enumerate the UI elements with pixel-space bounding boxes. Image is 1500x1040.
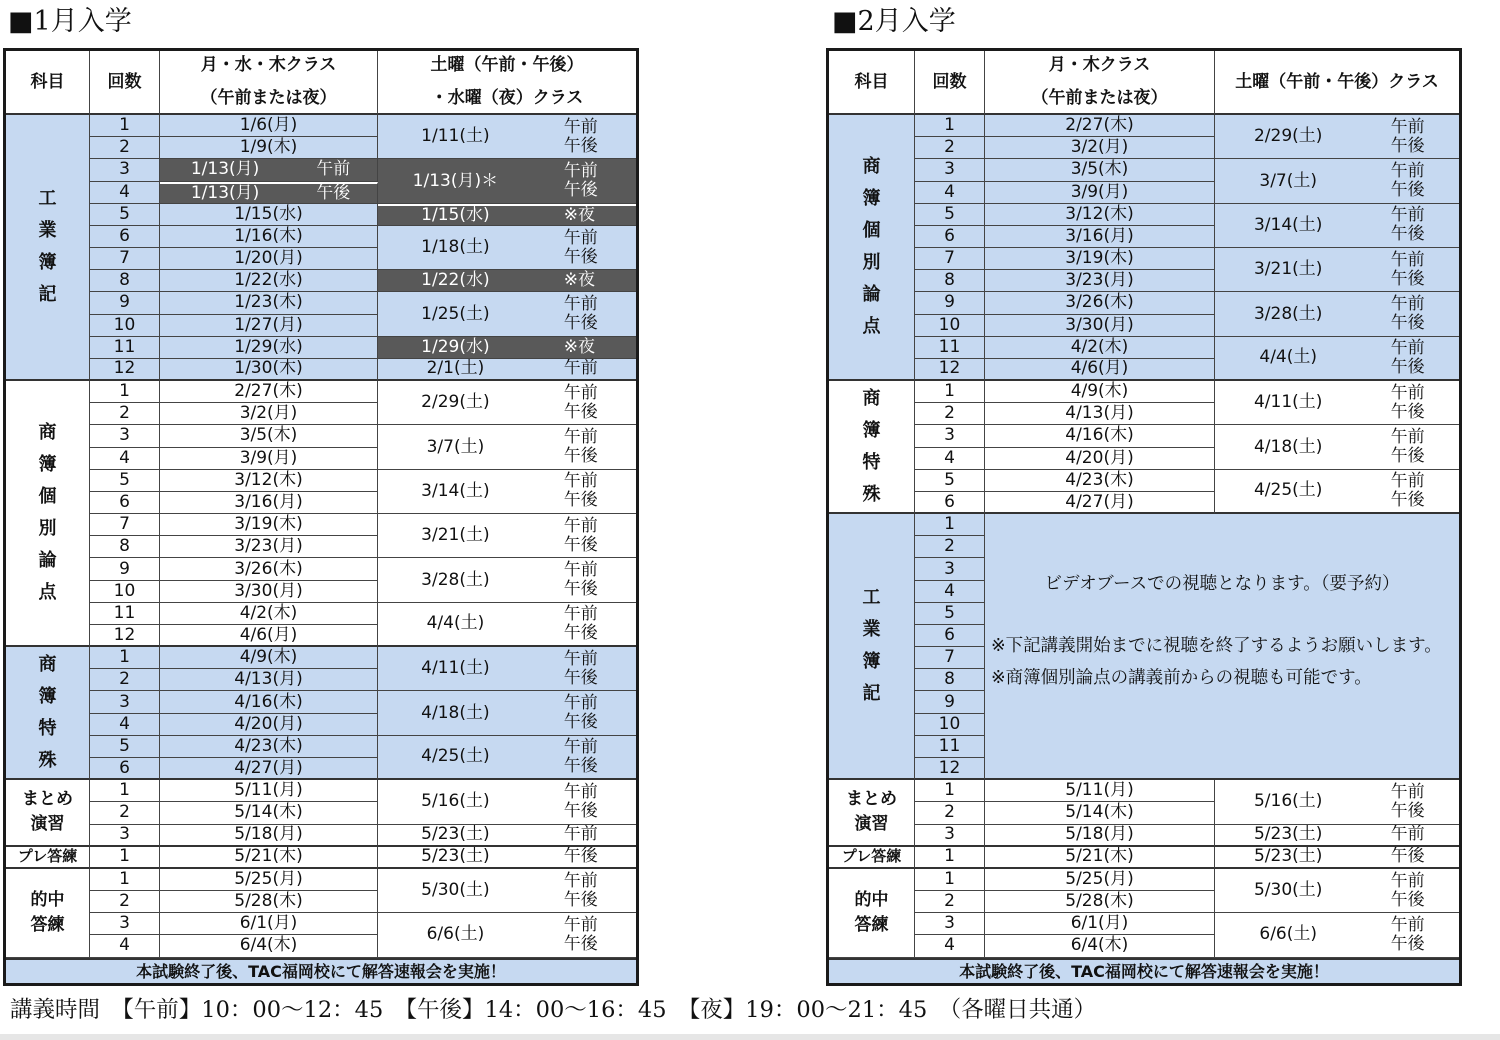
count-cell: 1	[915, 869, 985, 891]
count-cell: 12	[90, 359, 160, 381]
count-cell: 5	[915, 470, 985, 492]
weekday-date: 1/23(木)	[160, 292, 378, 314]
weekday-date: 6/4(木)	[985, 935, 1215, 957]
weekday-date-dark: 1/13(月) 午後	[160, 182, 378, 204]
saturday-date: 2/1(土) 午前	[378, 359, 636, 381]
weekday-date: 4/2(木)	[160, 603, 378, 625]
count-cell: 7	[915, 248, 985, 270]
jan-schedule-table	[3, 48, 639, 986]
count-cell: 4	[915, 182, 985, 204]
subject-shobo-kobetsu: 商 簿 個 別 論 点	[829, 115, 915, 381]
saturday-date: 1/25(土) 午前 午後	[378, 292, 636, 336]
count-cell: 6	[915, 226, 985, 248]
weekday-date: 3/2(月)	[985, 137, 1215, 159]
subject-kogyo: 工 業 簿 記	[829, 514, 915, 780]
count-cell: 2	[915, 802, 985, 824]
count-cell: 4	[90, 448, 160, 470]
saturday-date: 5/23(土) 午後	[1215, 847, 1459, 869]
saturday-date: 4/25(土) 午前 午後	[1215, 470, 1459, 514]
weekday-date: 4/6(月)	[985, 359, 1215, 381]
count-cell: 5	[915, 603, 985, 625]
weekday-date: 2/27(木)	[985, 115, 1215, 137]
wednesday-night-date: 1/15(水) ※夜	[378, 204, 636, 226]
saturday-date: 3/7(土) 午前 午後	[1215, 159, 1459, 203]
subject-shobo-tokushu: 商 簿 特 殊	[829, 381, 915, 514]
count-cell: 4	[915, 935, 985, 957]
count-cell: 9	[90, 292, 160, 314]
count-cell: 3	[915, 425, 985, 447]
weekday-date-dark: 1/13(月) 午前	[160, 159, 378, 181]
count-cell: 3	[915, 825, 985, 847]
count-cell: 2	[915, 137, 985, 159]
count-cell: 1	[90, 780, 160, 802]
count-cell: 5	[915, 204, 985, 226]
saturday-date: 4/11(土) 午前 午後	[378, 647, 636, 691]
header-subject: 科目	[829, 51, 915, 115]
count-cell: 12	[915, 359, 985, 381]
weekday-date: 3/19(木)	[985, 248, 1215, 270]
saturday-date: 5/30(土) 午前 午後	[1215, 869, 1459, 913]
header-count: 回数	[90, 51, 160, 115]
count-cell: 10	[90, 315, 160, 337]
weekday-date: 3/2(月)	[160, 403, 378, 425]
weekday-date: 6/4(木)	[160, 935, 378, 957]
count-cell: 3	[915, 159, 985, 181]
count-cell: 11	[90, 603, 160, 625]
count-cell: 8	[90, 270, 160, 292]
count-cell: 2	[90, 403, 160, 425]
weekday-date: 1/22(水)	[160, 270, 378, 292]
subject-shobo-kobetsu: 商 簿 個 別 論 点	[6, 381, 90, 647]
saturday-date: 6/6(土) 午前 午後	[1215, 913, 1459, 957]
weekday-date: 3/30(月)	[160, 581, 378, 603]
weekday-date: 3/5(木)	[160, 425, 378, 447]
weekday-date: 5/28(木)	[985, 891, 1215, 913]
weekday-date: 4/20(月)	[985, 448, 1215, 470]
header-saturday-class: 土曜（午前・午後） ・水曜（夜）クラス	[378, 51, 636, 115]
count-cell: 8	[90, 536, 160, 558]
saturday-date-dark: 1/13(月)＊ 午前 午後	[378, 159, 636, 203]
weekday-date: 3/16(月)	[160, 492, 378, 514]
count-cell: 2	[90, 669, 160, 691]
weekday-date: 6/1(月)	[160, 913, 378, 935]
count-cell: 8	[915, 270, 985, 292]
header-count: 回数	[915, 51, 985, 115]
subject-matome: まとめ 演習	[6, 780, 90, 847]
count-cell: 4	[915, 448, 985, 470]
count-cell: 3	[915, 558, 985, 580]
weekday-date: 3/9(月)	[985, 182, 1215, 204]
count-cell: 4	[90, 182, 160, 204]
weekday-date: 5/21(木)	[985, 847, 1215, 869]
weekday-date: 3/30(月)	[985, 315, 1215, 337]
weekday-date: 5/25(月)	[985, 869, 1215, 891]
weekday-date: 4/6(月)	[160, 625, 378, 647]
weekday-date: 1/15(水)	[160, 204, 378, 226]
weekday-date: 1/27(月)	[160, 315, 378, 337]
weekday-date: 3/23(月)	[985, 270, 1215, 292]
count-cell: 1	[90, 847, 160, 869]
count-cell: 1	[915, 847, 985, 869]
count-cell: 6	[915, 492, 985, 514]
saturday-date: 3/28(土) 午前 午後	[1215, 292, 1459, 336]
weekday-date: 4/16(木)	[985, 425, 1215, 447]
count-cell: 6	[915, 625, 985, 647]
weekday-date: 1/16(木)	[160, 226, 378, 248]
count-cell: 9	[915, 691, 985, 713]
count-cell: 2	[90, 802, 160, 824]
weekday-date: 4/27(月)	[985, 492, 1215, 514]
count-cell: 6	[90, 492, 160, 514]
count-cell: 2	[915, 403, 985, 425]
count-cell: 4	[90, 714, 160, 736]
subject-kogyo: 工 業 簿 記	[6, 115, 90, 381]
count-cell: 4	[915, 581, 985, 603]
weekday-date: 1/6(月)	[160, 115, 378, 137]
weekday-date: 3/9(月)	[160, 448, 378, 470]
count-cell: 11	[915, 337, 985, 359]
count-cell: 9	[915, 292, 985, 314]
weekday-date: 3/26(木)	[160, 558, 378, 580]
count-cell: 4	[90, 935, 160, 957]
saturday-date: 4/18(土) 午前 午後	[378, 691, 636, 735]
jan-section-title: ■1月入学	[8, 6, 132, 37]
count-cell: 9	[90, 558, 160, 580]
saturday-date: 5/23(土) 午前	[1215, 825, 1459, 847]
count-cell: 1	[915, 381, 985, 403]
feb-schedule-table	[826, 48, 1462, 986]
count-cell: 10	[915, 315, 985, 337]
count-cell: 11	[915, 736, 985, 758]
count-cell: 1	[915, 514, 985, 536]
subject-shobo-tokushu: 商 簿 特 殊	[6, 647, 90, 780]
feb-section-title: ■2月入学	[832, 6, 956, 37]
weekday-date: 2/27(木)	[160, 381, 378, 403]
weekday-date: 4/13(月)	[985, 403, 1215, 425]
video-booth-note: ビデオブースでの視聴となります。（要予約） ※下記講義開始までに視聴を終了するようお願いします。 ※商簿個別論点の講義前からの視聴も可能です。	[985, 514, 1459, 780]
count-cell: 8	[915, 669, 985, 691]
weekday-date: 4/2(木)	[985, 337, 1215, 359]
count-cell: 12	[915, 758, 985, 780]
count-cell: 11	[90, 337, 160, 359]
weekday-date: 5/14(木)	[160, 802, 378, 824]
count-cell: 10	[90, 581, 160, 603]
saturday-date: 3/14(土) 午前 午後	[1215, 204, 1459, 248]
weekday-date: 3/5(木)	[985, 159, 1215, 181]
weekday-date: 5/11(月)	[160, 780, 378, 802]
saturday-date: 5/23(土) 午後	[378, 847, 636, 869]
header-subject: 科目	[6, 51, 90, 115]
header-saturday-class: 土曜（午前・午後）クラス	[1215, 51, 1459, 115]
saturday-date: 1/18(土) 午前 午後	[378, 226, 636, 270]
count-cell: 5	[90, 204, 160, 226]
saturday-date: 3/21(土) 午前 午後	[378, 514, 636, 558]
saturday-date: 4/11(土) 午前 午後	[1215, 381, 1459, 425]
weekday-date: 1/30(木)	[160, 359, 378, 381]
saturday-date: 4/18(土) 午前 午後	[1215, 425, 1459, 469]
count-cell: 1	[915, 115, 985, 137]
saturday-date: 2/29(土) 午前 午後	[1215, 115, 1459, 159]
count-cell: 2	[90, 137, 160, 159]
bottom-divider	[0, 1034, 1500, 1040]
header-weekday-class: 月・木クラス （午前または夜）	[985, 51, 1215, 115]
subject-pre-toren: プレ答練	[6, 847, 90, 869]
weekday-date: 4/23(木)	[160, 736, 378, 758]
count-cell: 2	[915, 536, 985, 558]
weekday-date: 1/20(月)	[160, 248, 378, 270]
footer-note: 本試験終了後、TAC福岡校にて解答速報会を実施！	[829, 958, 1459, 984]
saturday-date: 4/4(土) 午前 午後	[1215, 337, 1459, 381]
weekday-date: 5/28(木)	[160, 891, 378, 913]
count-cell: 3	[90, 691, 160, 713]
weekday-date: 4/16(木)	[160, 691, 378, 713]
weekday-date: 1/9(木)	[160, 137, 378, 159]
weekday-date: 4/27(月)	[160, 758, 378, 780]
count-cell: 1	[915, 780, 985, 802]
count-cell: 3	[90, 425, 160, 447]
weekday-date: 4/20(月)	[160, 714, 378, 736]
saturday-date: 1/11(土) 午前 午後	[378, 115, 636, 159]
count-cell: 1	[90, 647, 160, 669]
count-cell: 6	[90, 226, 160, 248]
weekday-date: 3/23(月)	[160, 536, 378, 558]
count-cell: 7	[90, 514, 160, 536]
count-cell: 7	[915, 647, 985, 669]
count-cell: 7	[90, 248, 160, 270]
lecture-times: 講義時間 【午前】10：00～12：45 【午後】14：00～16：45 【夜】19：00～21：45 （各曜日共通）	[10, 997, 1097, 1023]
footer-note: 本試験終了後、TAC福岡校にて解答速報会を実施！	[6, 958, 636, 984]
weekday-date: 3/19(木)	[160, 514, 378, 536]
count-cell: 12	[90, 625, 160, 647]
weekday-date: 6/1(月)	[985, 913, 1215, 935]
count-cell: 1	[90, 381, 160, 403]
count-cell: 5	[90, 736, 160, 758]
weekday-date: 3/12(木)	[160, 470, 378, 492]
weekday-date: 4/13(月)	[160, 669, 378, 691]
saturday-date: 4/4(土) 午前 午後	[378, 603, 636, 647]
subject-matome: まとめ 演習	[829, 780, 915, 847]
weekday-date: 5/25(月)	[160, 869, 378, 891]
count-cell: 1	[90, 869, 160, 891]
saturday-date: 5/30(土) 午前 午後	[378, 869, 636, 913]
wednesday-night-date: 1/22(水) ※夜	[378, 270, 636, 292]
saturday-date: 3/28(土) 午前 午後	[378, 558, 636, 602]
weekday-date: 5/11(月)	[985, 780, 1215, 802]
saturday-date: 2/29(土) 午前 午後	[378, 381, 636, 425]
wednesday-night-date: 1/29(水) ※夜	[378, 337, 636, 359]
weekday-date: 1/29(水)	[160, 337, 378, 359]
saturday-date: 5/23(土) 午前	[378, 825, 636, 847]
count-cell: 6	[90, 758, 160, 780]
count-cell: 3	[915, 913, 985, 935]
count-cell: 2	[915, 891, 985, 913]
subject-pre-toren: プレ答練	[829, 847, 915, 869]
weekday-date: 5/21(木)	[160, 847, 378, 869]
weekday-date: 4/9(木)	[985, 381, 1215, 403]
weekday-date: 5/18(月)	[985, 825, 1215, 847]
count-cell: 3	[90, 913, 160, 935]
subject-tekichu: 的中 答練	[829, 869, 915, 958]
count-cell: 3	[90, 159, 160, 181]
saturday-date: 4/25(土) 午前 午後	[378, 736, 636, 780]
weekday-date: 3/16(月)	[985, 226, 1215, 248]
count-cell: 10	[915, 714, 985, 736]
saturday-date: 3/21(土) 午前 午後	[1215, 248, 1459, 292]
weekday-date: 5/18(月)	[160, 825, 378, 847]
weekday-date: 3/12(木)	[985, 204, 1215, 226]
count-cell: 5	[90, 470, 160, 492]
saturday-date: 6/6(土) 午前 午後	[378, 913, 636, 957]
count-cell: 1	[90, 115, 160, 137]
saturday-date: 3/7(土) 午前 午後	[378, 425, 636, 469]
saturday-date: 3/14(土) 午前 午後	[378, 470, 636, 514]
subject-tekichu: 的中 答練	[6, 869, 90, 958]
weekday-date: 5/14(木)	[985, 802, 1215, 824]
count-cell: 2	[90, 891, 160, 913]
weekday-date: 3/26(木)	[985, 292, 1215, 314]
saturday-date: 5/16(土) 午前 午後	[1215, 780, 1459, 824]
count-cell: 3	[90, 825, 160, 847]
weekday-date: 4/23(木)	[985, 470, 1215, 492]
saturday-date: 5/16(土) 午前 午後	[378, 780, 636, 824]
weekday-date: 4/9(木)	[160, 647, 378, 669]
header-weekday-class: 月・水・木クラス （午前または夜）	[160, 51, 378, 115]
